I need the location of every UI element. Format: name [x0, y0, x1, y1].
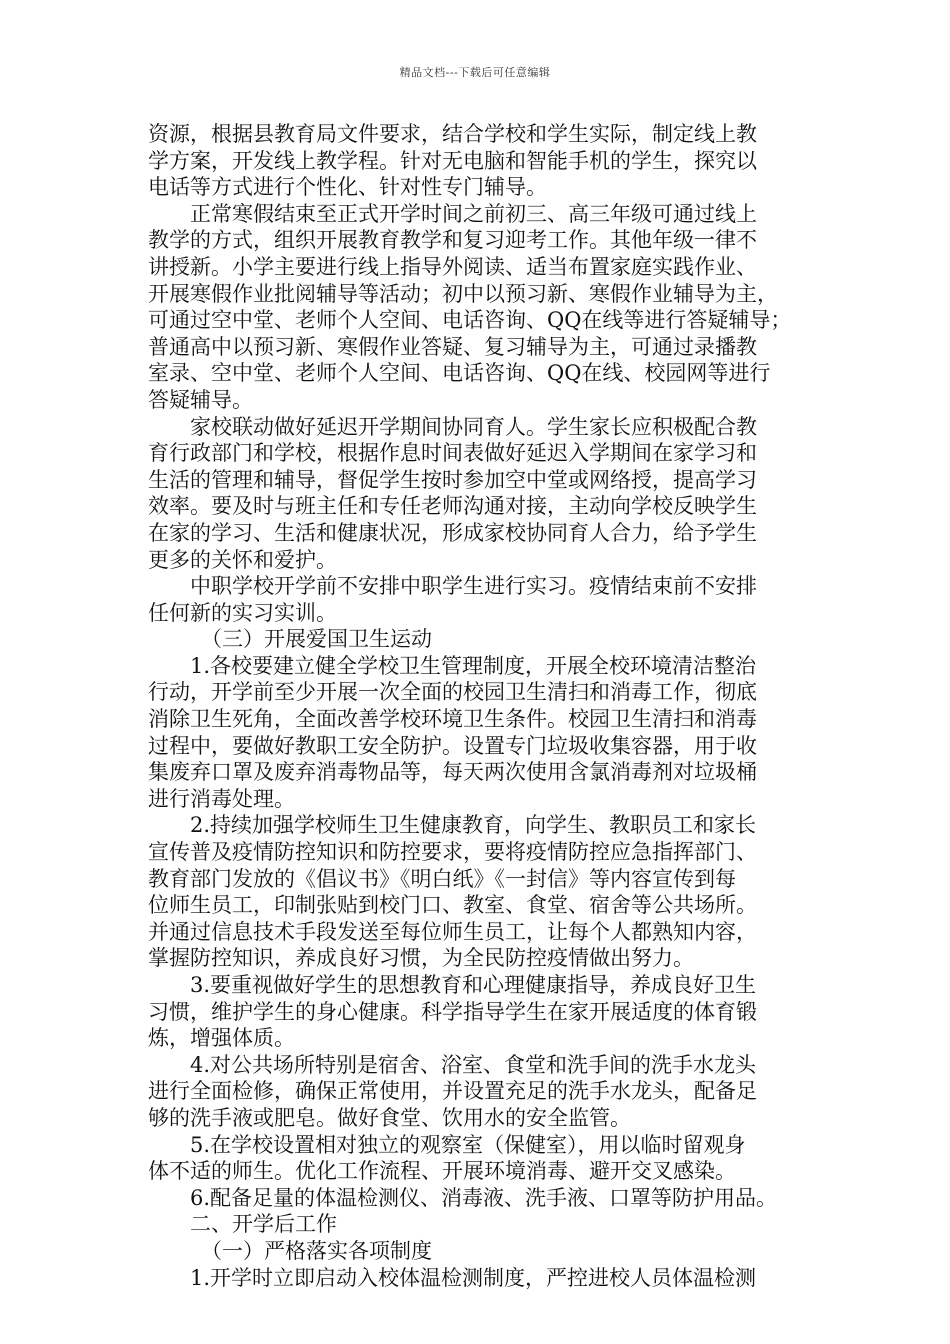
text-line: （一）严格落实各项制度	[201, 1238, 432, 1263]
text-line: 可通过空中堂、老师个人空间、电话咨询、QQ在线等进行答疑辅导；	[148, 308, 792, 333]
text-line: 6.配备足量的体温检测仪、消毒液、洗手液、口罩等防护用品。	[190, 1185, 778, 1210]
text-line: 行动，开学前至少开展一次全面的校园卫生清扫和消毒工作，彻底	[148, 680, 757, 705]
text-line: 习惯，维护学生的身心健康。科学指导学生在家开展适度的体育锻	[148, 999, 757, 1024]
text-line: 资源，根据县教育局文件要求，结合学校和学生实际，制定线上教	[148, 122, 757, 146]
text-line: 掌握防控知识，养成良好习惯，为全民防控疫情做出努力。	[148, 946, 694, 971]
text-line: 并通过信息技术手段发送至每位师生员工，让每个人都熟知内容，	[148, 919, 757, 944]
text-line: 讲授新。小学主要进行线上指导外阅读、适当布置家庭实践作业、	[148, 254, 757, 279]
text-line: 进行消毒处理。	[148, 786, 295, 811]
document-body	[148, 121, 813, 1291]
text-line: 1.开学时立即启动入校体温检测制度，严控进校人员体温检测	[190, 1265, 757, 1290]
text-line: 4.对公共场所特别是宿舍、浴室、食堂和洗手间的洗手水龙头	[190, 1052, 757, 1077]
text-line: 消除卫生死角，全面改善学校环境卫生条件。校园卫生清扫和消毒	[148, 707, 757, 732]
text-line: 育行政部门和学校，根据作息时间表做好延迟入学期间在家学习和	[148, 441, 757, 466]
text-line: 集废弃口罩及废弃消毒物品等，每天两次使用含氯消毒剂对垃圾桶	[148, 760, 757, 785]
text-line: 在家的学习、生活和健康状况，形成家校协同育人合力，给予学生	[148, 520, 757, 545]
text-line: 生活的管理和辅导，督促学生按时参加空中堂或网络授，提高学习	[148, 467, 757, 492]
text-line: 正常寒假结束至正式开学时间之前初三、高三年级可通过线上	[190, 201, 757, 226]
text-line: 教育部门发放的《倡议书》《明白纸》《一封信》等内容宣传到每	[148, 866, 736, 891]
text-line: 教学的方式，组织开展教育教学和复习迎考工作。其他年级一律不	[148, 228, 757, 253]
text-line: 效率。要及时与班主任和专任老师沟通对接，主动向学校反映学生	[148, 494, 757, 519]
text-line: 2.持续加强学校师生卫生健康教育，向学生、教职员工和家长	[190, 813, 757, 838]
text-line: 室录、空中堂、老师个人空间、电话咨询、QQ在线、校园网等进行	[148, 361, 771, 386]
text-line: 过程中，要做好教职工安全防护。设置专门垃圾收集容器，用于收	[148, 733, 757, 758]
text-line: 普通高中以预习新、寒假作业答疑、复习辅导为主，可通过录播教	[148, 334, 757, 359]
text-line: 学方案，开发线上教学程。针对无电脑和智能手机的学生，探究以	[148, 148, 757, 173]
text-line: 二、开学后工作	[190, 1212, 337, 1237]
text-line: 更多的关怀和爱护。	[148, 547, 337, 572]
text-line: 位师生员工，印制张贴到校门口、教室、食堂、宿舍等公共场所。	[148, 893, 757, 918]
text-line: 家校联动做好延迟开学期间协同育人。学生家长应积极配合教	[190, 414, 757, 439]
text-line: 炼，增强体质。	[148, 1026, 295, 1051]
text-line: 够的洗手液或肥皂。做好食堂、饮用水的安全监管。	[148, 1105, 631, 1130]
text-line: 宣传普及疫情防控知识和防控要求，要将疫情防控应急指挥部门、	[148, 840, 757, 865]
text-line: 3.要重视做好学生的思想教育和心理健康指导，养成良好卫生	[190, 973, 757, 997]
text-line: 5.在学校设置相对独立的观察室（保健室），用以临时留观身	[190, 1132, 746, 1157]
text-line: 中职学校开学前不安排中职学生进行实习。疫情结束前不安排	[190, 574, 757, 599]
text-line: 答疑辅导。	[148, 387, 253, 412]
text-line: 1.各校要建立健全学校卫生管理制度，开展全校环境清洁整治	[190, 653, 757, 678]
page-header: 精品文档---下载后可任意编辑	[399, 66, 551, 79]
text-line: （三）开展爱国卫生运动	[201, 627, 432, 652]
text-line: 开展寒假作业批阅辅导等活动；初中以预习新、寒假作业辅导为主，	[148, 281, 778, 306]
text-line: 任何新的实习实训。	[148, 600, 337, 625]
text-line: 体不适的师生。优化工作流程、开展环境消毒、避开交叉感染。	[148, 1159, 736, 1184]
text-line: 进行全面检修，确保正常使用，并设置充足的洗手水龙头，配备足	[148, 1079, 757, 1104]
text-line: 电话等方式进行个性化、针对性专门辅导。	[148, 175, 547, 200]
